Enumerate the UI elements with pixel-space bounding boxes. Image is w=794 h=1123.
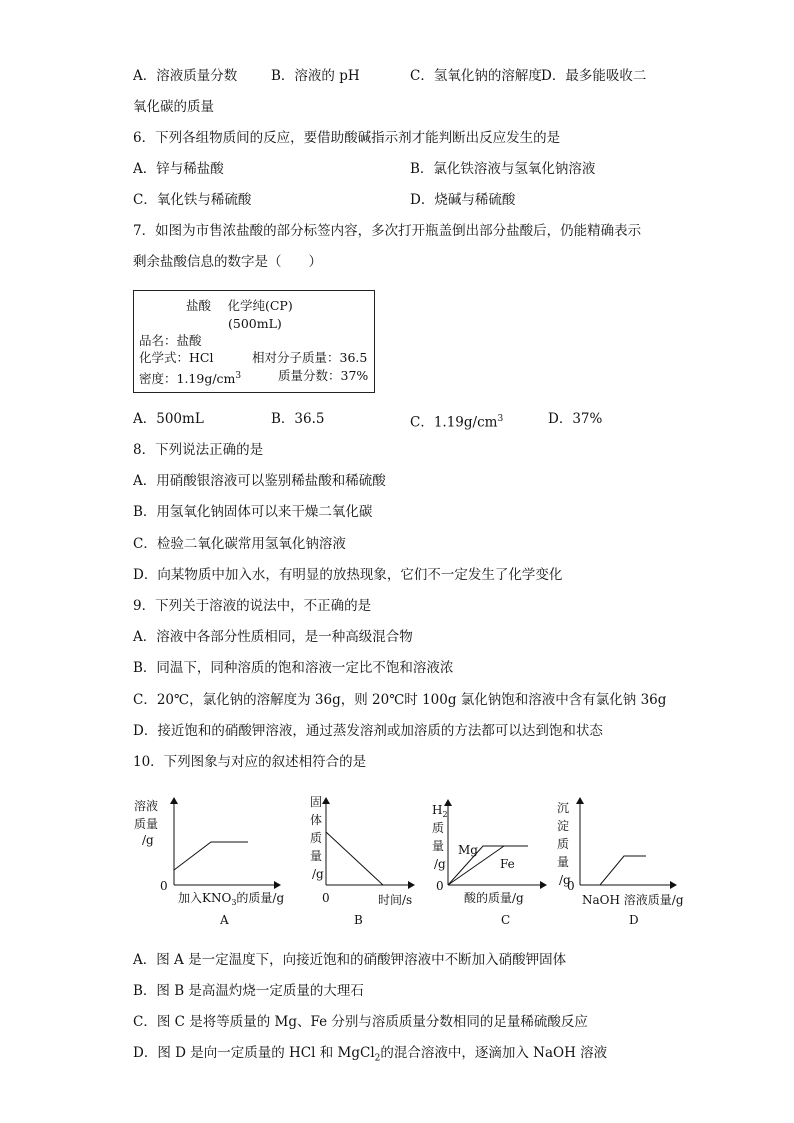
graph-d-curve xyxy=(580,856,646,885)
graph-d-origin: 0 xyxy=(567,879,575,893)
q9-option-b: B．同温下，同种溶质的饱和溶液一定比不饱和溶液浓 xyxy=(133,660,454,676)
acid-label-box xyxy=(133,290,375,393)
graph-a-origin: 0 xyxy=(160,879,168,893)
q6-option-a: A．锌与稀盐酸 xyxy=(133,161,224,177)
q7-option-b: B．36.5 xyxy=(271,411,325,427)
q5-option-b: B．溶液的 pH xyxy=(271,68,360,84)
q10-stem: 10．下列图象与对应的叙述相符合的是 xyxy=(133,754,367,770)
graph-b-origin: 0 xyxy=(322,891,330,905)
graph-b-y-label-3: 质 xyxy=(310,831,323,845)
q7-stem-2: 剩余盐酸信息的数字是（ ） xyxy=(133,254,322,270)
graph-a-x-label: 加入$KNO_3$的质量/g xyxy=(178,891,285,907)
q6-option-c: C．氧化铁与稀硫酸 xyxy=(133,192,252,208)
q6-option-b: B．氯化铁溶液与氢氧化钠溶液 xyxy=(410,161,596,177)
q8-option-d: D．向某物质中加入水，有明显的放热现象，它们不一定发生了化学变化 xyxy=(133,567,563,583)
graph-d-y-label-2: 淀 xyxy=(557,819,570,833)
graph-d-x-label: NaOH 溶液质量/g xyxy=(582,893,684,907)
q9-option-a: A．溶液中各部分性质相同，是一种高级混合物 xyxy=(133,629,413,645)
graph-b-y-label-4: 量 xyxy=(310,849,323,863)
graph-d xyxy=(557,798,684,927)
q9-stem: 9．下列关于溶液的说法中，不正确的是 xyxy=(133,598,372,614)
graph-b-y-label-1: 固 xyxy=(310,795,323,809)
q7-option-c: C．$1.19g/cm^3$ xyxy=(410,414,504,431)
q10-option-a: A．图 A 是一定温度下，向接近饱和的硝酸钾溶液中不断加入硝酸钾固体 xyxy=(133,952,567,968)
graph-c-y-label-4: /g xyxy=(434,857,446,871)
graph-c-origin: 0 xyxy=(436,879,444,893)
graph-a xyxy=(134,798,284,927)
graph-a-y-label-2: 质量 xyxy=(134,817,159,831)
acid-label-density: 密度：$1.19g/cm^3$ xyxy=(139,371,242,387)
acid-label-volume: (500mL) xyxy=(228,316,282,331)
graph-b-y-label-2: 体 xyxy=(310,813,323,827)
q10-graphs xyxy=(128,790,688,935)
q6-stem: 6．下列各组物质间的反应，要借助酸碱指示剂才能判断出反应发生的是 xyxy=(133,130,561,146)
acid-label-name: 品名：盐酸 xyxy=(139,333,202,348)
q5-option-d-cont: 氧化碳的质量 xyxy=(133,99,214,115)
graph-b xyxy=(310,795,414,927)
q8-option-c: C．检验二氧化碳常用氢氧化钠溶液 xyxy=(133,536,346,552)
q10-option-c: C．图 C 是将等质量的 Mg、Fe 分别与溶质质量分数相同的足量稀硫酸反应 xyxy=(133,1014,588,1030)
graph-c-y-label-1: $H_2$ xyxy=(432,803,448,819)
acid-label-molecular-weight: 相对分子质量：36.5 xyxy=(252,350,368,365)
q8-option-a: A．用硝酸银溶液可以鉴别稀盐酸和稀硫酸 xyxy=(133,473,386,489)
graph-a-y-label-1: 溶液 xyxy=(134,799,159,813)
graph-c-series-fe: Fe xyxy=(500,857,515,871)
q5-option-a: A．溶液质量分数 xyxy=(133,68,238,84)
graph-a-y-label-3: /g xyxy=(142,833,154,847)
graph-d-y-label-5: /g xyxy=(559,873,571,887)
graph-d-y-label-1: 沉 xyxy=(557,801,570,815)
acid-label-mass-fraction: 质量分数：37% xyxy=(278,368,369,383)
graph-a-curve xyxy=(174,842,248,870)
acid-label-formula: 化学式：HCl xyxy=(139,350,214,365)
q10-option-b: B．图 B 是高温灼烧一定质量的大理石 xyxy=(133,983,364,999)
graph-b-caption: B xyxy=(354,913,363,927)
q7-option-d: D．37% xyxy=(548,411,603,427)
graph-c-x-label: 酸的质量/g xyxy=(464,891,524,905)
q10-option-d: D．图 D 是向一定质量的 HCl 和 MgCl$_2$的混合溶液中，逐滴加入 NaOH 溶液 xyxy=(133,1045,608,1064)
graph-c xyxy=(432,800,546,927)
graph-b-x-label: 时间/s xyxy=(378,893,413,907)
graph-d-y-label-3: 质 xyxy=(557,837,570,851)
q9-option-d: D．接近饱和的硝酸钾溶液，通过蒸发溶剂或加溶质的方法都可以达到饱和状态 xyxy=(133,723,603,739)
acid-label-title: 盐酸 化学纯(CP) xyxy=(186,298,293,313)
q8-stem: 8．下列说法正确的是 xyxy=(133,442,264,458)
graph-c-y-label-2: 质 xyxy=(432,821,445,835)
graph-b-curve xyxy=(326,832,383,885)
q7-option-a: A．500mL xyxy=(133,411,204,427)
graph-c-y-label-3: 量 xyxy=(432,839,445,853)
graph-c-series-mg: Mg xyxy=(458,843,478,857)
graph-a-caption: A xyxy=(220,913,229,927)
graph-c-caption: C xyxy=(501,913,511,927)
graph-d-caption: D xyxy=(629,913,639,927)
q8-option-b: B．用氢氧化钠固体可以来干燥二氧化碳 xyxy=(133,504,373,520)
q5-option-d: D．最多能吸收二 xyxy=(541,68,647,84)
graph-b-y-label-5: /g xyxy=(312,867,324,881)
q9-option-c: C．20℃，氯化钠的溶解度为 36g，则 20℃时 100g 氯化钠饱和溶液中含有氯化钠 36g xyxy=(133,692,667,708)
graph-d-y-label-4: 量 xyxy=(557,855,570,869)
q5-option-c: C．氢氧化钠的溶解度 xyxy=(410,68,542,84)
q6-option-d: D．烧碱与稀硫酸 xyxy=(410,192,516,208)
q7-stem-1: 7．如图为市售浓盐酸的部分标签内容，多次打开瓶盖倒出部分盐酸后，仍能精确表示 xyxy=(133,223,642,239)
